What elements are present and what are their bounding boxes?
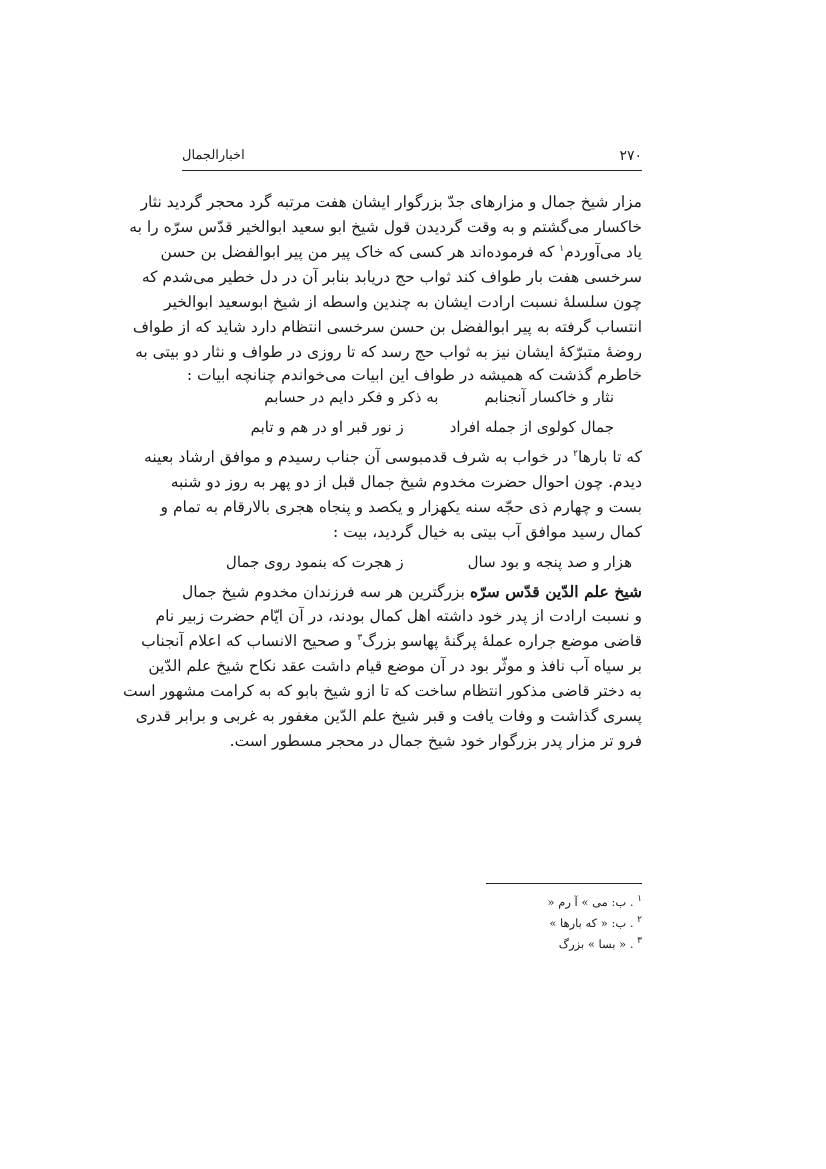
verse-hemistich: نثار و خاکسار آنجنابم: [484, 388, 614, 406]
text-line: به دختر قاضی مذکور انتظام ساخت که تا ازو شیخ بابو که به کرامت مشهور است: [123, 682, 642, 700]
verse-hemistich: جمال کولوی از جمله افراد: [449, 418, 614, 436]
text-line: مزار شیخ جمال و مزارهای جدّ بزرگوار ایشان هفت مرتبه گرد محجر گردید نثار: [140, 193, 642, 211]
text-line: و نسبت ارادت از پدر خود داشته اهل کمال بودند، در آن ایّام حضرت زبیر نام: [155, 607, 642, 625]
text-line: کمال رسید موافق آب بیتی به خیال گردید، بیت :: [333, 523, 642, 541]
text-line: دیدم. چون احوال حضرت مخدوم شیخ جمال قبل از دو پهر به روز دو شنبه: [170, 473, 642, 491]
text-line: بر سیاه آب نافذ و موثّر بود در آن موضع قیام داشت عقد نکاح شیخ علم الدّین: [148, 657, 642, 675]
text-line: روضهٔ متبرّکهٔ ایشان نیز به ثواب حج رسد که تا روزی در طواف و نثار دو بیتی به: [135, 343, 642, 361]
running-header: [182, 148, 642, 171]
text-line: خاکسار می‌گشتم و به وقت گردیدن قول شیخ ابو سعید ابوالخیر قدّس سرّه را به: [129, 218, 642, 236]
text-line: بست و چهارم ذی حجّه سنه یکهزار و یکصد و پنجاه هجری بالارقام به تمام و: [160, 498, 642, 516]
text-line: فرو تر مزار پدر بزرگوار خود شیخ جمال در محجر مسطور است.: [229, 732, 642, 750]
footnote-separator: [486, 883, 642, 884]
verse-hemistich: هزار و صد پنجه و بود سال: [467, 553, 632, 571]
footnote-marker: ۲: [573, 448, 578, 459]
footnote-item: $^۱$ . ب: می » آ رم «: [547, 894, 642, 909]
text-line: چون سلسلهٔ نسبت ارادت ایشان به چندین واسطه از شیخ ابوسعید ابوالخیر: [164, 293, 642, 311]
footnote-item: $^۲$ . ب: « که بارها »: [549, 915, 642, 930]
footnote-marker: ۳: [357, 632, 363, 643]
text-line: که تا بارها$^۲$ در خواب به شرف قدمبوسی آن جناب رسیدم و موافق ارشاد بعینه: [144, 448, 642, 466]
main-text: [123, 190, 643, 754]
footnote-marker: ۱: [559, 243, 565, 254]
text-line: پسری گذاشت و وفات یافت و قبر شیخ علم الدّین مغفور به غربی و برابر قدری: [135, 707, 642, 725]
footnote-item: $^۳$ . « بسا » بزرگ: [558, 936, 642, 951]
text-line: سرخسی هفت بار طواف کند ثواب حج دریابد بنابر آن در دل خطیر می‌شدم که: [141, 268, 642, 286]
verse-line: [182, 409, 642, 445]
text-line: خاطرم گذشت که همیشه در طواف این ابیات می‌خواندم چنانچه ابیات :: [186, 366, 642, 384]
text-line: شیخ علم الدّین قدّس سرّه بزرگترین هر سه فرزندان مخدوم شیخ جمال: [182, 582, 643, 601]
verse-hemistich: به ذکر و فکر دایم در حسابم: [264, 388, 439, 406]
bold-heading: شیخ علم الدّین قدّس سرّه: [470, 582, 643, 601]
text-line: انتساب گرفته به پیر ابوالفضل بن حسن سرخسی انتظام دارد شاید که از طواف: [132, 318, 642, 336]
page-number: ۲۷۰: [619, 148, 642, 164]
book-title: اخبارالجمال: [182, 148, 245, 163]
footnotes: [442, 892, 642, 955]
text-line: قاضی موضع جراره عملهٔ پرگنهٔ پهاسو بزرگ$^۳$ و صحیح الانساب که اعلام آنجناب: [141, 632, 642, 650]
verse-line: [182, 545, 642, 579]
verse-hemistich: ز هجرت که بنمود روی جمال: [225, 553, 404, 571]
text-line: یاد می‌آوردم$^۱$ که فرموده‌اند هر کسی که خاک پیر من پیر ابوالفضل بن حسن: [160, 243, 642, 261]
verse-line: [182, 385, 642, 409]
verse-hemistich: ز نور قبر او در هم و تابم: [250, 418, 404, 436]
